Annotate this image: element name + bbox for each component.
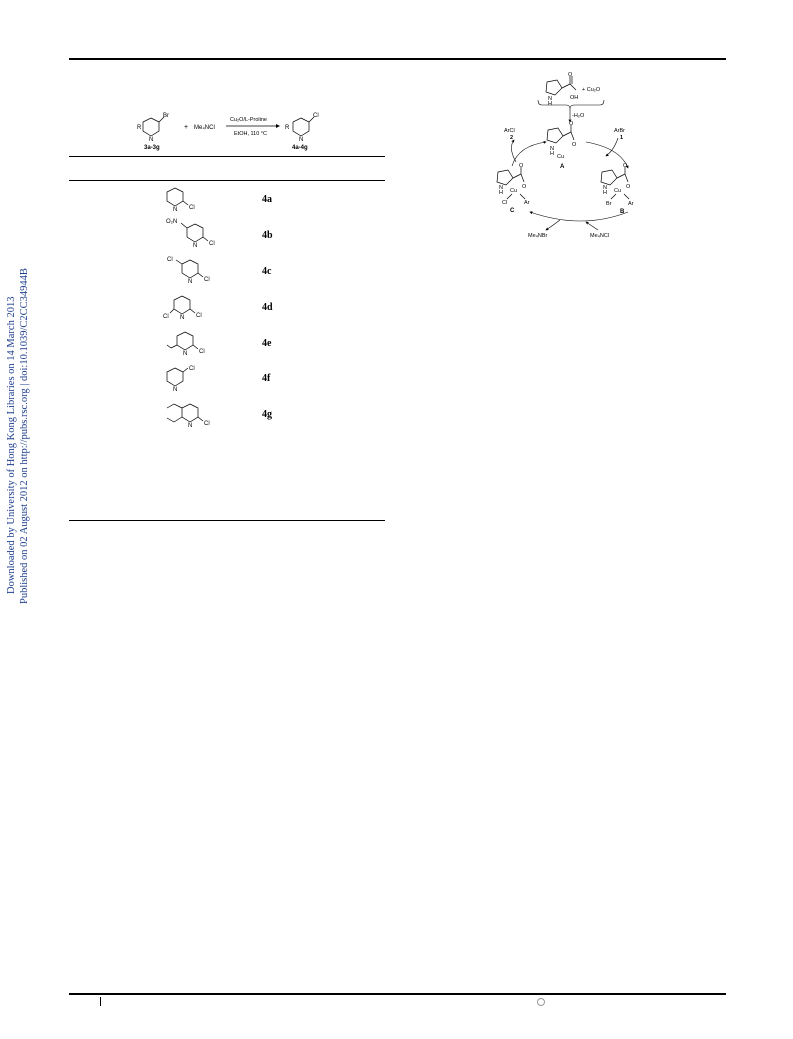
product-r: R [285,125,290,131]
label-b: B [620,209,625,215]
table-bottom-rule [69,520,385,521]
reactant-pyridine [143,117,164,136]
complex-a-structure [547,125,574,143]
complex-a-cu: Cu [557,154,565,160]
footer-divider [100,997,101,1006]
atom-4c-cl5: Cl [167,257,173,263]
bond-4a-cl [183,201,188,205]
table-header-rule [69,180,385,181]
reactant-label: 3a-3g [144,145,160,151]
proline-o: O [568,72,573,78]
complex-b-h: H [603,190,607,196]
me4ncl-entry-arrow [586,222,598,230]
atom-4b-cl: Cl [209,241,215,247]
complex-b-br: Br [606,201,612,207]
atom-4b-no2: O₂N [166,219,178,225]
bond-4e-me [167,345,171,348]
cu2o-reagent: + Cu₂O [582,87,601,93]
cycle-arrow-c-to-a [512,142,546,166]
minus-water: -H₂O [572,113,585,119]
complex-a-o: O [572,142,577,148]
bond-4c-cl5 [176,260,182,264]
bond-4b-cl [203,237,208,241]
proline-h: H [548,101,552,107]
bond-4d-cl6 [170,309,174,313]
atom-4a-n: N [173,207,178,213]
atom-4f-n: N [173,387,178,393]
atom-4a-cl: Cl [189,205,195,211]
complex-c-cl: Cl [502,200,508,206]
bond-4f-cl [183,368,188,372]
bond-4d-cl2 [190,309,195,313]
publication-note-line: Published on 02 August 2012 on http://pubs.rsc.org | doi:10.1039/C2CC34944B [19,268,30,604]
complex-b-o-top: O [623,163,628,169]
complex-b-cu: Cu [614,188,622,194]
cycle-arrow-b-to-c [530,212,628,221]
product-n: N [299,137,304,143]
complex-c-h: H [499,190,503,196]
structure-4d [174,296,190,314]
product-label: 4a-4g [292,145,308,151]
proline-structure [546,76,576,95]
compound-label-4d: 4d [262,302,273,313]
table-top-rule [69,156,385,157]
atom-4d-cl6: Cl [163,314,169,320]
structure-4g-benzo [167,404,182,408]
proline-n: N [548,96,552,102]
me4nbr-release-arrow [546,220,560,230]
complex-c-ar: Ar [524,200,530,206]
complex-c-cu: Cu [510,188,518,194]
footer-rule [69,993,726,995]
complex-b-o: O [626,184,631,190]
complex-c-n: N [499,185,503,191]
structure-4g-pyridine [182,404,198,422]
arbr-substrate: ArBr [614,128,625,134]
conditions-bottom: EtOH, 110 °C [234,131,267,137]
compound-label-4c: 4c [262,266,272,277]
structure-4e [177,332,193,350]
download-side-note [2,262,42,612]
arcl-product: ArCl [504,128,515,134]
header-rule [69,58,726,60]
structure-4g-benzo-lower [167,417,182,422]
download-note-line: Downloaded by University of Hong Kong Libraries on 14 March 2013 [6,296,17,594]
bond-4e-ome [171,345,177,348]
compound-label-4e: 4e [262,338,272,349]
product-pyridine [293,117,314,136]
proline-oh: OH [570,95,579,101]
complex-c-o-top: O [519,163,524,169]
reaction-scheme [130,108,330,152]
complex-a-h: H [550,151,554,157]
compound-label-4b: 4b [262,230,273,241]
atom-4g-n: N [188,423,193,429]
complex-b-n: N [603,185,607,191]
bond-4b-no2 [181,223,187,228]
footer-circle-icon [537,998,545,1006]
structure-4f [167,368,183,386]
product-cl: Cl [313,113,319,119]
atom-4e-cl: Cl [199,349,205,355]
atom-4d-cl2: Cl [196,313,202,319]
arbr-number: 1 [620,135,624,141]
bond-4e-cl [193,345,198,349]
catalytic-cycle [490,72,660,244]
label-a: A [560,164,565,170]
compound-structures [160,182,230,432]
structure-4a [167,188,183,206]
arcl-number: 2 [510,135,514,141]
label-c: C [510,208,515,214]
reaction-arrowhead [276,124,280,128]
atom-4d-n: N [180,315,185,321]
reactant-n: N [149,137,154,143]
compound-label-4g: 4g [262,409,272,420]
complex-c-o: O [522,184,527,190]
complex-a-o-top: O [569,121,574,127]
plus-sign: + [184,124,189,131]
compound-label-4f: 4f [262,373,271,384]
bond-4g-cl [198,417,203,421]
conditions-top: Cu₂O/L-Proline [230,117,267,123]
bond-4c-cl2 [198,273,203,277]
structure-4c [182,260,198,278]
reactant-r: R [137,125,142,131]
reactant-br: Br [163,113,169,119]
atom-4g-cl: Cl [204,421,210,427]
structure-4b [187,224,203,242]
complex-b-ar: Ar [628,201,634,207]
reagent: Me₄NCl [194,125,215,131]
atom-4e-n: N [183,351,188,357]
compound-label-4a: 4a [262,194,272,205]
atom-4c-n: N [188,279,193,285]
atom-4b-n: N [193,243,198,249]
me4nbr-byproduct: Me₄NBr [528,233,548,239]
me4ncl-reagent: Me₄NCl [590,233,610,239]
complex-a-n: N [550,146,554,152]
atom-4f-cl: Cl [189,366,195,372]
atom-4c-cl2: Cl [204,277,210,283]
